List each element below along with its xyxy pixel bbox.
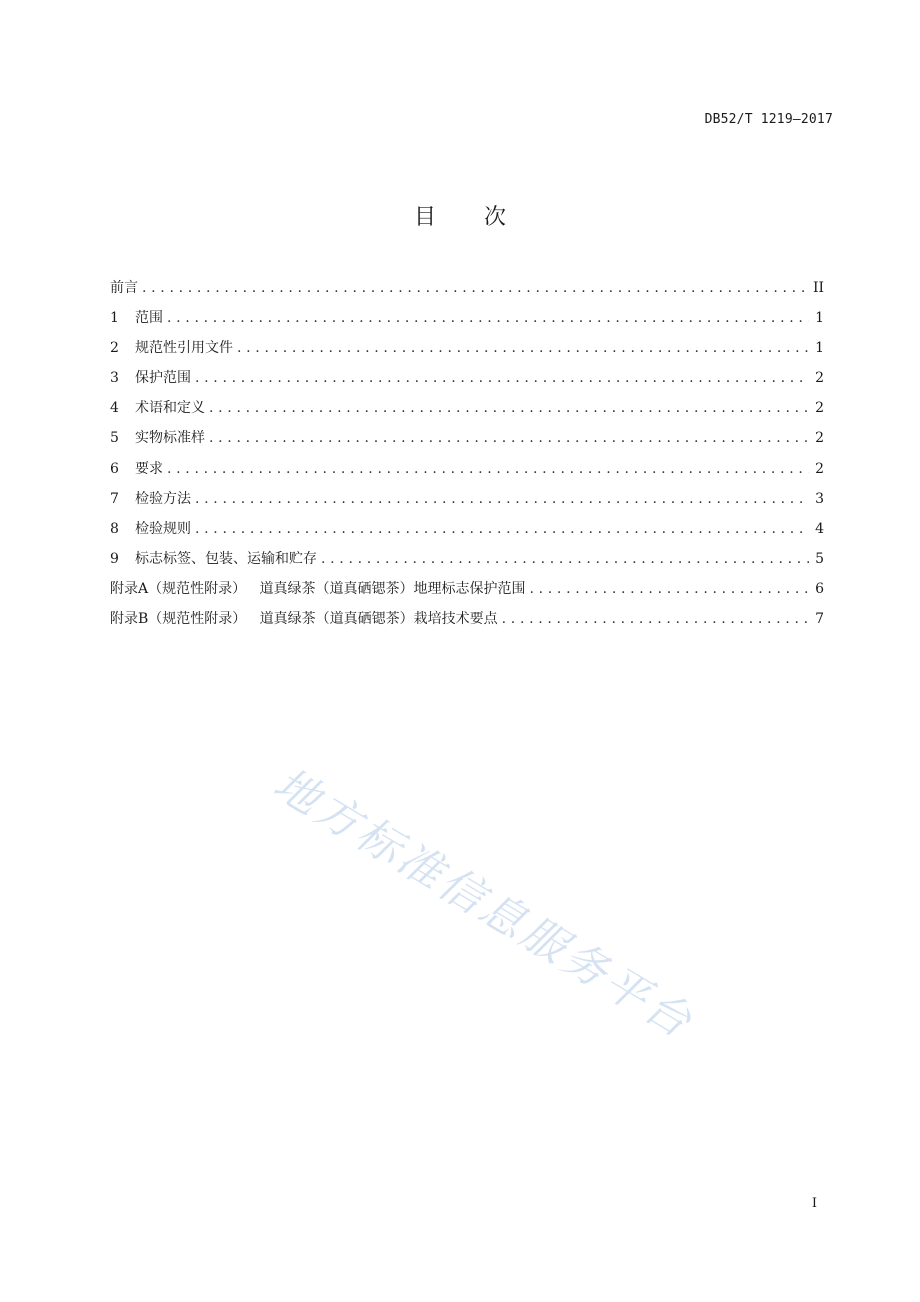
toc-entry-label: 标志标签、包装、运输和贮存	[135, 550, 317, 567]
toc-entry-label: 规范性引用文件	[135, 340, 233, 357]
toc-entry-number: 1	[110, 310, 119, 327]
page-number: I	[811, 1196, 817, 1211]
toc-entry-foreword[interactable]	[110, 277, 824, 307]
toc-entry-scope[interactable]	[110, 307, 824, 337]
toc-leader-dots	[142, 277, 807, 299]
toc-entry-label: 范围	[135, 310, 163, 327]
toc-entry-number: 5	[110, 430, 119, 447]
toc-leader-dots	[195, 488, 809, 510]
toc-entry-requirements[interactable]	[110, 458, 824, 488]
toc-entry-label: 检验规则	[135, 520, 191, 537]
toc-entry-label: 附录B（规范性附录） 道真绿茶（道真硒锶茶）栽培技术要点	[110, 611, 498, 628]
toc-leader-dots	[502, 608, 809, 630]
toc-entry-number: 8	[110, 520, 119, 537]
toc-entry-normative-references[interactable]	[110, 337, 824, 367]
toc-entry-page: 2	[815, 400, 824, 417]
toc-leader-dots	[321, 548, 809, 570]
toc-entry-page: 4	[815, 520, 824, 537]
toc-entry-page: 2	[815, 370, 824, 387]
toc-entry-label: 术语和定义	[135, 400, 205, 417]
toc-entry-label: 前言	[110, 280, 138, 296]
title-char-2: 次	[484, 205, 507, 230]
page-title	[0, 200, 920, 231]
toc-entry-page: 3	[815, 490, 824, 507]
toc-entry-page: 5	[815, 550, 824, 567]
toc-entry-physical-sample[interactable]	[110, 427, 824, 457]
toc-entry-page: 2	[815, 430, 824, 447]
toc-entry-label: 检验方法	[135, 490, 191, 507]
watermark: 地方标准信息服务平台	[264, 758, 703, 1050]
toc-entry-marking-packaging[interactable]	[110, 548, 824, 578]
toc-entry-appendix-b[interactable]	[110, 608, 824, 638]
toc-leader-dots	[529, 578, 809, 600]
toc-entry-page: II	[812, 280, 824, 296]
toc-entry-label: 要求	[135, 460, 163, 477]
toc-entry-test-methods[interactable]	[110, 488, 824, 518]
toc-entry-number: 7	[110, 490, 119, 507]
toc-leader-dots	[209, 427, 809, 449]
toc-entry-page: 1	[815, 340, 824, 357]
title-char-1: 目	[413, 205, 436, 230]
toc-leader-dots	[167, 458, 809, 480]
toc-entry-number: 4	[110, 400, 119, 417]
toc-entry-label: 实物标准样	[135, 430, 205, 447]
toc-entry-label: 保护范围	[135, 370, 191, 387]
toc-entry-page: 7	[815, 611, 824, 628]
toc-leader-dots	[195, 518, 809, 540]
toc-entry-protection-scope[interactable]	[110, 367, 824, 397]
toc-leader-dots	[209, 397, 809, 419]
toc-entry-number: 3	[110, 370, 119, 387]
toc-entry-number: 2	[110, 340, 119, 357]
toc-entry-terms-definitions[interactable]	[110, 397, 824, 427]
toc-entry-appendix-a[interactable]	[110, 578, 824, 608]
toc-entry-page: 2	[815, 460, 824, 477]
document-code: DB52/T 1219—2017	[704, 112, 833, 127]
table-of-contents	[110, 277, 824, 638]
toc-entry-page: 1	[815, 310, 824, 327]
toc-entry-number: 9	[110, 550, 119, 567]
toc-leader-dots	[237, 337, 809, 359]
toc-entry-number: 6	[110, 460, 119, 477]
toc-leader-dots	[167, 307, 809, 329]
toc-entry-page: 6	[815, 580, 824, 597]
toc-entry-label: 附录A（规范性附录） 道真绿茶（道真硒锶茶）地理标志保护范围	[110, 580, 526, 597]
toc-entry-inspection-rules[interactable]	[110, 518, 824, 548]
toc-leader-dots	[195, 367, 809, 389]
